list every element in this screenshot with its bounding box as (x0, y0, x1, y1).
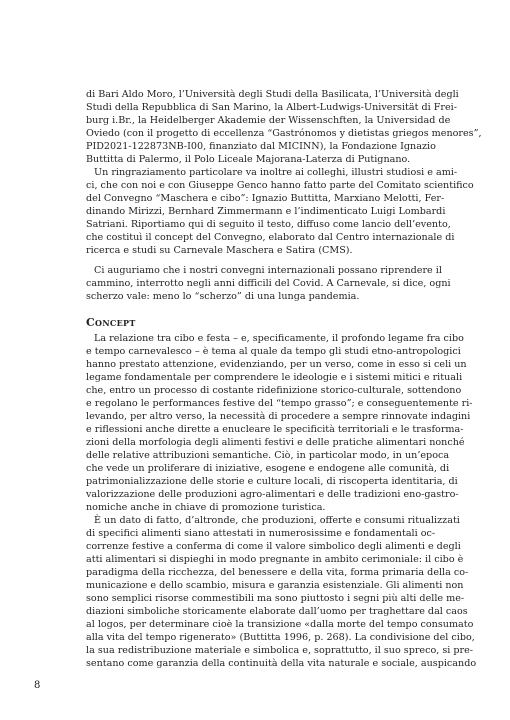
text-line: ricerca e studi su Carnevale Maschera e Satira (CMS). (86, 245, 353, 256)
text-line: dinando Mirizzi, Bernhard Zimmermann e l’indimenticato Luigi Lombardi (86, 206, 446, 217)
text-line: patrimonializzazione delle storie e culture locali, di riscoperta identitaria, di (86, 476, 458, 487)
text-line: Un ringraziamento particolare va inoltre ai colleghi, illustri studiosi e ami- (94, 167, 458, 178)
paragraph-concept-1 (86, 332, 473, 514)
text-line: hanno prestato attenzione, evidenziando, per un verso, come in esso si celi un (86, 359, 467, 370)
text-line: alla vita del tempo rigenerato» (Buttitta 1996, p. 268). La condivisione del cibo, (86, 632, 475, 643)
text-line: Studi della Repubblica di San Marino, la Albert-Ludwigs-Universität di Frei- (86, 102, 457, 113)
text-line: e regolano le performances festive del “tempo grasso”; e conseguentemente ri- (86, 398, 473, 409)
section-heading: Concept (86, 316, 136, 329)
text-line: PID2021-122873NB-I00, finanziato dal MICINN), la Fondazione Ignazio (86, 141, 436, 152)
text-line: paradigma della ricchezza, del benessere e della vita, forma primaria della co- (86, 567, 469, 578)
text-line: che costituì il concept del Convegno, elaborato dal Centro internazionale di (86, 232, 455, 243)
text-line: cammino, interrotto negli anni difficili del Covid. A Carnevale, si dice, ogni (86, 278, 451, 289)
text-line: municazione e dello scambio, misura e garanzia esistenziale. Gli alimenti non (86, 580, 464, 591)
text-line: al logos, per determinare cioè la transizione «dalla morte del tempo consumato (86, 619, 474, 630)
text-line: delle relative attribuzioni semantiche. Ciò, in particolar modo, in un’epoca (86, 450, 450, 461)
text-line: del Convegno “Maschera e cibo”: Ignazio Buttitta, Marxiano Melotti, Fer- (86, 193, 445, 204)
page-number: 8 (34, 680, 41, 691)
paragraph-concept-2 (86, 514, 477, 670)
text-line: levando, per altro verso, la necessità di procedere a sempre rinnovate indagini (86, 411, 471, 422)
text-line: di Bari Aldo Moro, l’Università degli Studi della Basilicata, l’Università degli (86, 89, 459, 100)
text-line: scherzo vale: meno lo “scherzo” di una lunga pandemia. (86, 291, 360, 302)
text-line: Ci auguriamo che i nostri convegni internazionali possano riprendere il (94, 265, 442, 276)
text-line: legame fondamentale per comprendere le ideologie e i sistemi mitici e rituali (86, 372, 463, 383)
text-line: Satriani. Riportiamo qui di seguito il testo, diffuso come lancio dell’evento, (86, 219, 451, 230)
text-line: e tempo carnevalesco – è tema al quale da tempo gli studi etno-antropologici (86, 346, 461, 357)
text-line: la sua redistribuzione materiale e simbolica e, soprattutto, il suo spreco, si pre- (86, 645, 474, 656)
text-line: di specifici alimenti siano attestati in numerosissime e fondamentali oc- (86, 528, 436, 539)
text-line: atti alimentari si dispieghi in modo pregnante in ambito cerimoniale: il cibo è (86, 554, 464, 565)
text-line: Buttitta di Palermo, il Polo Liceale Majorana-Laterza di Putignano. (86, 154, 411, 165)
paragraph-acknowledgments (86, 88, 482, 166)
text-line: La relazione tra cibo e festa – e, specificamente, il profondo legame fra cibo (94, 333, 464, 344)
text-line: ci, che con noi e con Giuseppe Genco hanno fatto parte del Comitato scientifico (86, 180, 474, 191)
text-line: valorizzazione delle produzioni agro-alimentari e delle tradizioni eno-gastro- (86, 489, 459, 500)
text-line: È un dato di fatto, d’altronde, che produzioni, offerte e consumi ritualizzati (94, 515, 460, 526)
text-line: Oviedo (con il progetto di eccellenza “Gastrónomos y dietistas griegos menores”, (86, 128, 482, 139)
text-line: correnze festive a conferma di come il valore simbolico degli alimenti e degli (86, 541, 461, 552)
text-line: burg i.Br., la Heidelberger Akademie der Wissenschften, la Universidad de (86, 115, 451, 126)
text-line: che vede un proliferare di iniziative, esogene e endogene alle comunità, di (86, 463, 450, 474)
text-line: e riflessioni anche dirette a enucleare le specificità territoriali e le trasforma- (86, 424, 464, 435)
text-line: che, entro un processo di costante ridefinizione storico-culturale, sottendono (86, 385, 462, 396)
text-line: nomiche anche in chiave di promozione turistica. (86, 502, 326, 513)
text-line: sono semplici risorse commestibili ma sono piuttosto i segni più alti delle me- (86, 593, 465, 604)
paragraph-wishes (86, 264, 451, 303)
paragraph-thanks (86, 166, 474, 257)
text-line: diazioni simboliche storicamente elaborate dall’uomo per traghettare dal caos (86, 606, 468, 617)
text-line: zioni della morfologia degli alimenti festivi e delle pratiche alimentari nonché (86, 437, 465, 448)
text-line: sentano come garanzia della continuità della vita naturale e sociale, auspicando (86, 658, 477, 669)
